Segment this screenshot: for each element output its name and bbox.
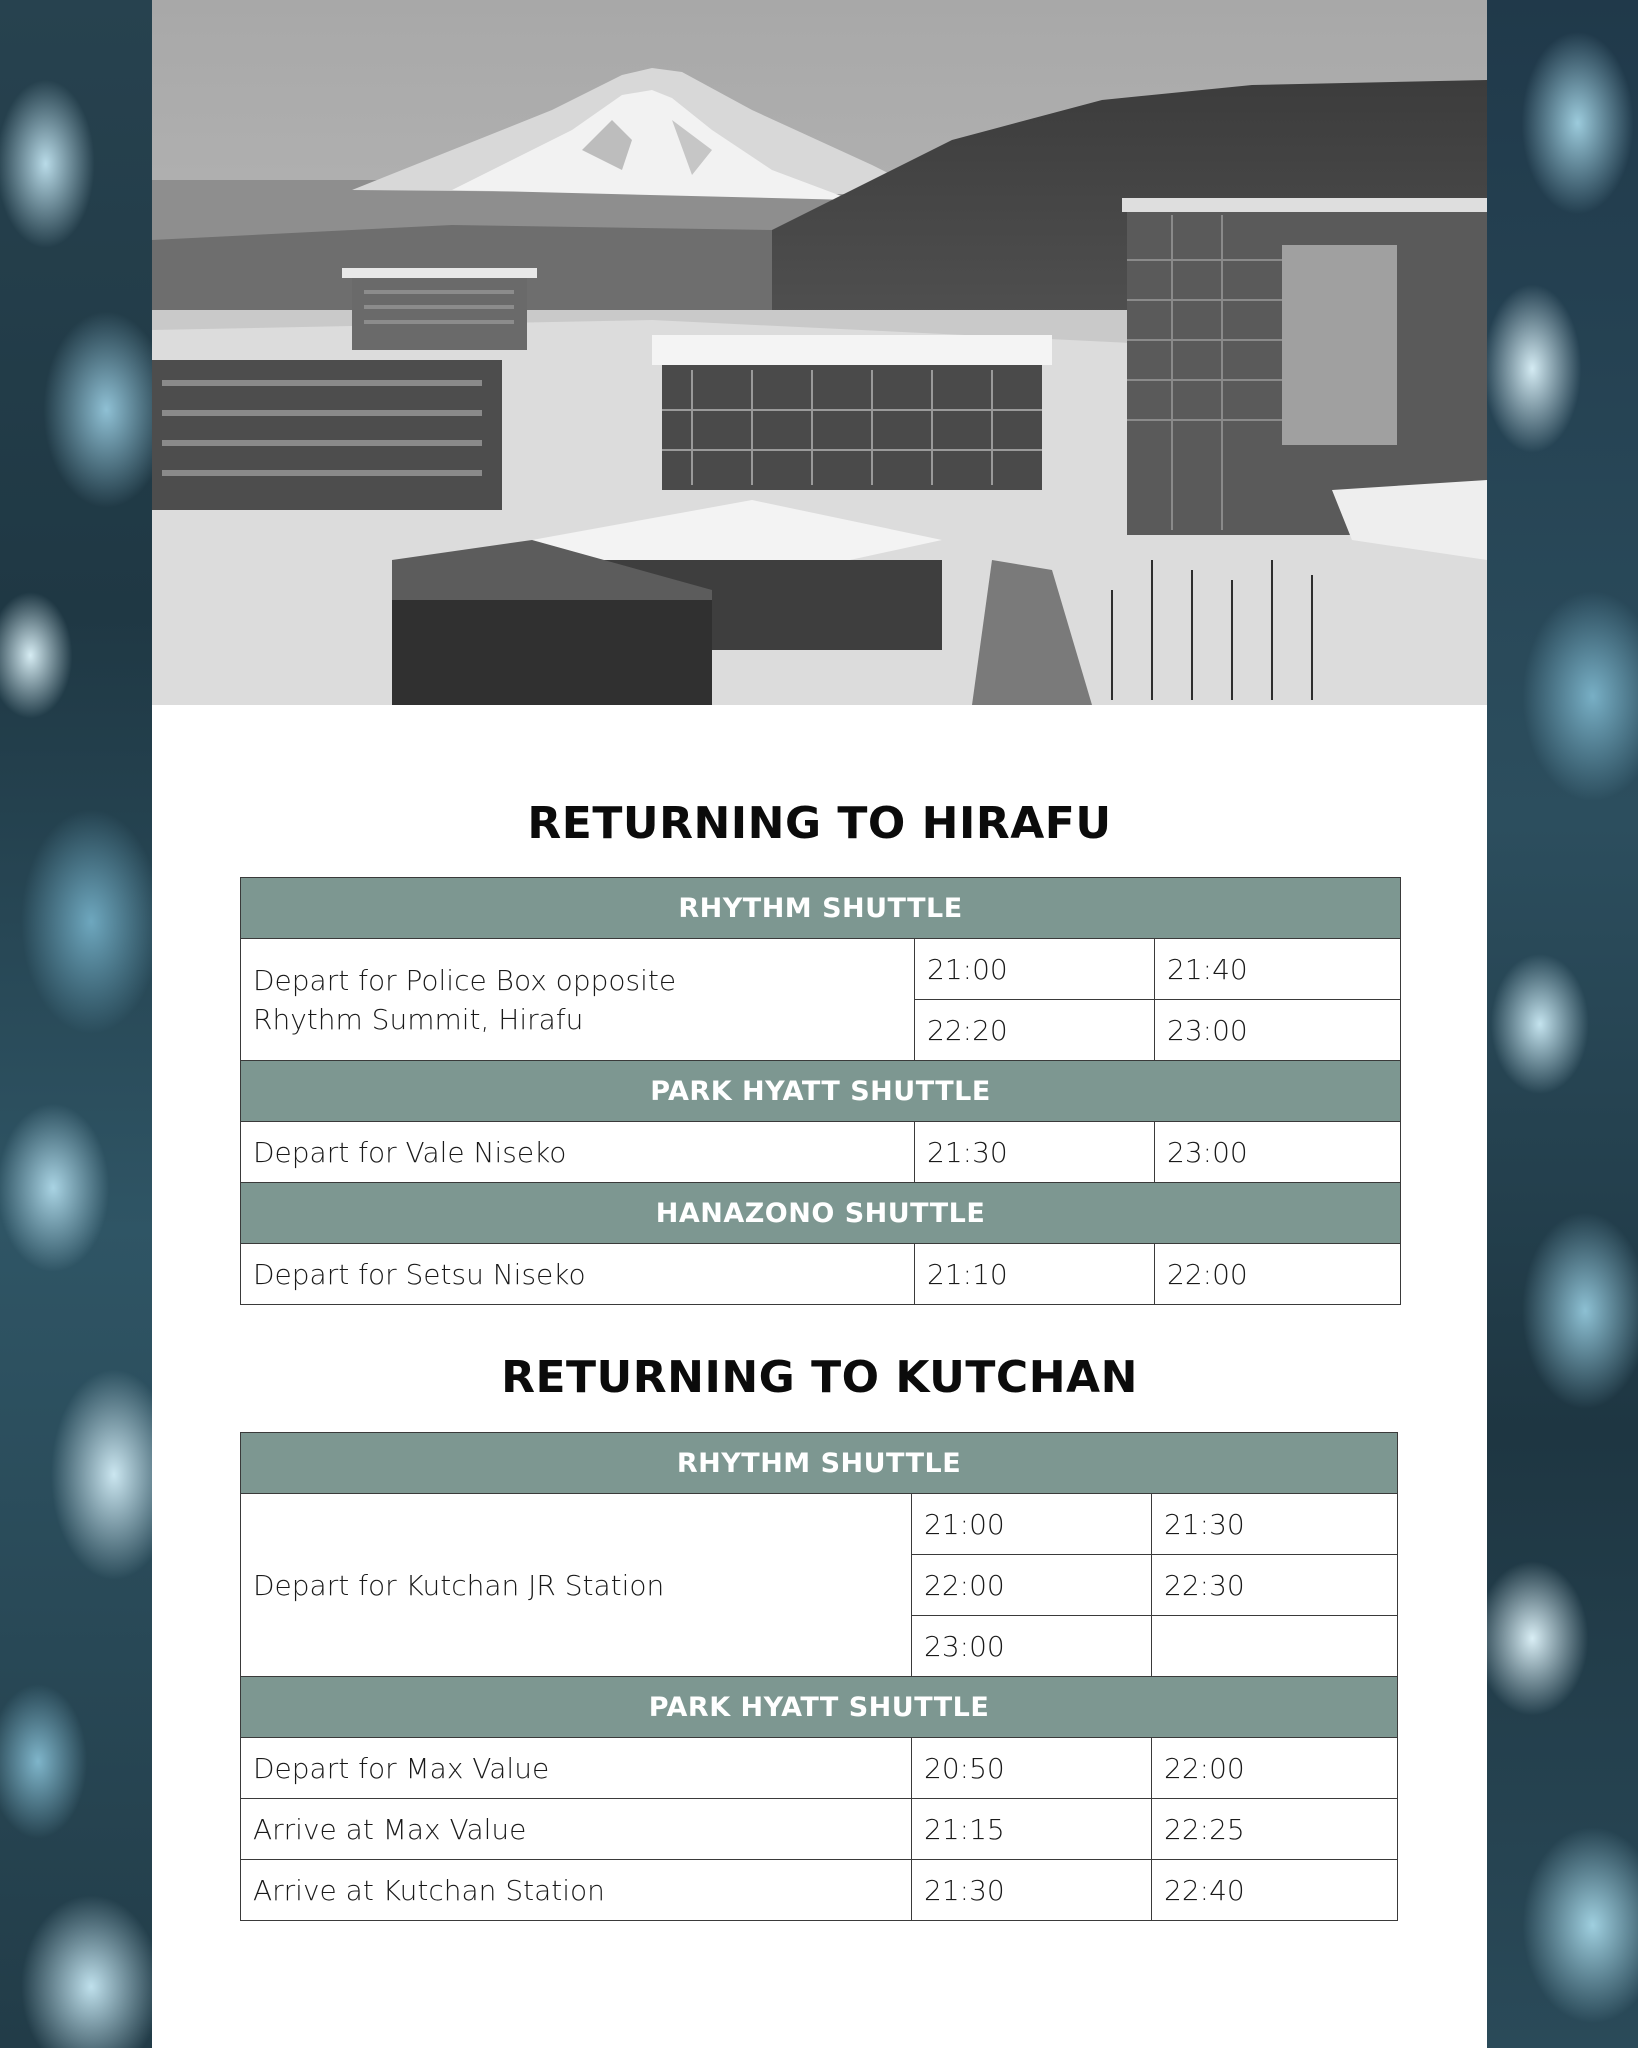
hirafu-section-title: RETURNING TO HIRAFU [527, 798, 1112, 849]
kutchan-park-hyatt-stop: Arrive at Max Value [241, 1799, 912, 1860]
kutchan-park-hyatt-stop: Arrive at Kutchan Station [241, 1860, 912, 1921]
departure-time: 23:00 [1155, 1000, 1401, 1061]
departure-time: 22:30 [1152, 1555, 1398, 1616]
arrival-time: 22:25 [1152, 1799, 1398, 1860]
hirafu-hanazono-shuttle-header: HANAZONO SHUTTLE [241, 1183, 1401, 1244]
arrival-time: 22:40 [1152, 1860, 1398, 1921]
kutchan-rhythm-destination: Depart for Kutchan JR Station [241, 1494, 912, 1677]
ice-texture-left [0, 0, 152, 2048]
departure-time: 23:00 [912, 1616, 1152, 1677]
hirafu-rhythm-destination-line1: Depart for Police Box opposite [253, 963, 677, 997]
hirafu-rhythm-shuttle-header: RHYTHM SHUTTLE [241, 878, 1401, 939]
hirafu-rhythm-destination [241, 939, 915, 1061]
hirafu-hanazono-destination: Depart for Setsu Niseko [241, 1244, 915, 1305]
departure-time: 20:50 [912, 1738, 1152, 1799]
empty-cell [1152, 1616, 1398, 1677]
departure-time: 22:00 [1155, 1244, 1401, 1305]
departure-time: 21:40 [1155, 939, 1401, 1000]
departure-time: 21:00 [915, 939, 1155, 1000]
arrival-time: 21:15 [912, 1799, 1152, 1860]
kutchan-park-hyatt-shuttle-header: PARK HYATT SHUTTLE [241, 1677, 1398, 1738]
hirafu-schedule-table [240, 877, 1401, 1305]
departure-time: 22:00 [1152, 1738, 1398, 1799]
departure-time: 23:00 [1155, 1122, 1401, 1183]
hirafu-rhythm-destination-line2: Rhythm Summit, Hirafu [253, 1002, 584, 1036]
departure-time: 22:20 [915, 1000, 1155, 1061]
departure-time: 22:00 [912, 1555, 1152, 1616]
resort-photo [152, 0, 1487, 705]
departure-time: 21:30 [1152, 1494, 1398, 1555]
ice-texture-right [1487, 0, 1638, 2048]
arrival-time: 21:30 [912, 1860, 1152, 1921]
departure-time: 21:10 [915, 1244, 1155, 1305]
kutchan-schedule-table [240, 1432, 1398, 1921]
departure-time: 21:00 [912, 1494, 1152, 1555]
departure-time: 21:30 [915, 1122, 1155, 1183]
kutchan-section-title: RETURNING TO KUTCHAN [501, 1352, 1138, 1403]
kutchan-rhythm-shuttle-header: RHYTHM SHUTTLE [241, 1433, 1398, 1494]
schedule-panel [152, 0, 1487, 2048]
hirafu-park-hyatt-destination: Depart for Vale Niseko [241, 1122, 915, 1183]
kutchan-park-hyatt-stop: Depart for Max Value [241, 1738, 912, 1799]
hirafu-park-hyatt-shuttle-header: PARK HYATT SHUTTLE [241, 1061, 1401, 1122]
